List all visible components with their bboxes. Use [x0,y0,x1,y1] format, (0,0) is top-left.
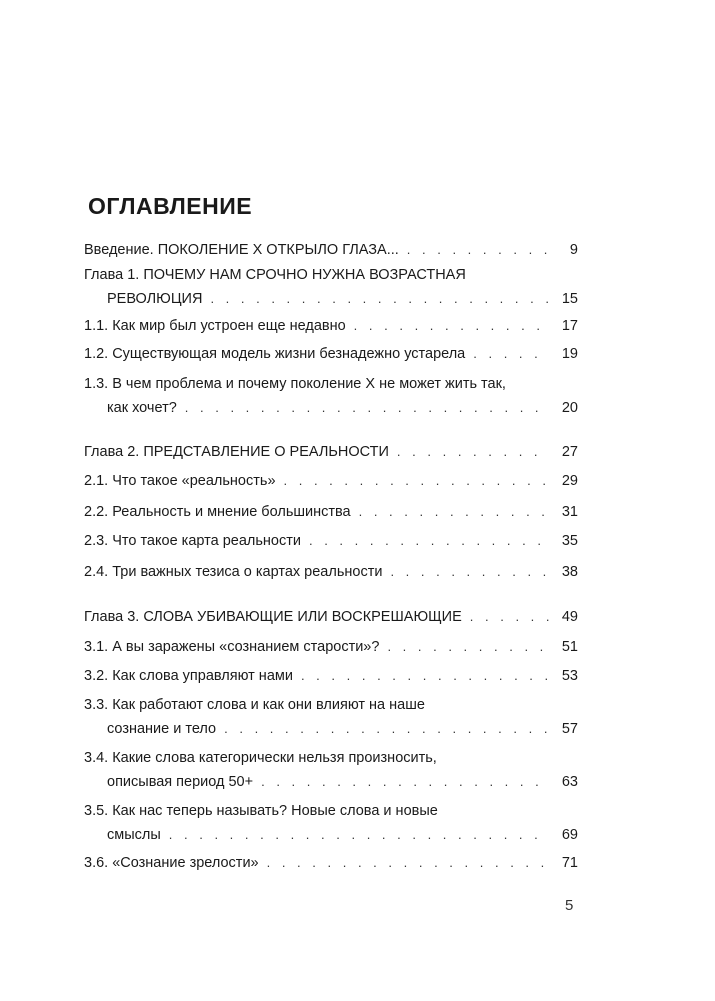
toc-entry-3-5[interactable] [84,799,578,847]
toc-entry-intro[interactable] [84,238,578,262]
toc-entry-page: 71 [561,855,578,871]
dot-leader [387,635,550,659]
dot-leader [359,500,550,524]
dot-leader [224,717,550,741]
toc-entry-page: 15 [561,291,578,307]
toc-entry-page: 38 [561,564,578,580]
dot-leader [185,396,550,420]
toc-entry-1-2[interactable] [84,342,578,366]
toc-entry-text: 3.3. Как работают слова и как они влияют на наше [84,697,425,713]
dot-leader [473,342,550,366]
toc-entry-text-continued: сознание и тело [107,721,217,737]
dot-leader [267,851,550,875]
toc-entry-page: 19 [561,346,578,362]
toc-entry-text-continued: смыслы [107,827,161,843]
toc-entry-page: 31 [561,504,578,520]
dot-leader [354,314,550,338]
toc-entry-page: 49 [561,609,578,625]
toc-entry-2-4[interactable] [84,560,578,584]
toc-entry-page: 17 [561,318,578,334]
dot-leader [397,440,550,464]
toc-entry-text-continued: как хочет? [107,400,177,416]
toc-entry-1-1[interactable] [84,314,578,338]
toc-entry-text: 2.3. Что такое карта реальности [84,533,301,549]
toc-entry-2-2[interactable] [84,500,578,524]
toc-entry-page: 29 [561,473,578,489]
toc-entry-2-3[interactable] [84,529,578,553]
toc-title: ОГЛАВЛЕНИЕ [88,193,253,219]
dot-leader [309,529,550,553]
page-number: 5 [565,897,574,914]
dot-leader [284,469,550,493]
toc-entry-text: 2.4. Три важных тезиса о картах реальности [84,564,383,580]
toc-entry-2-1[interactable] [84,469,578,493]
dot-leader [210,287,550,311]
toc-entry-text: 3.4. Какие слова категорически нельзя произносить, [84,750,437,766]
toc-entry-page: 27 [561,444,578,460]
toc-entry-text: 2.2. Реальность и мнение большинства [84,504,351,520]
toc-entry-text: Глава 3. СЛОВА УБИВАЮЩИЕ ИЛИ ВОСКРЕШАЮЩИЕ [84,609,462,625]
toc-entry-3-6[interactable] [84,851,578,875]
toc-entry-3-4[interactable] [84,746,578,794]
dot-leader [261,770,550,794]
toc-entry-text: Глава 2. ПРЕДСТАВЛЕНИЕ О РЕАЛЬНОСТИ [84,444,389,460]
toc-entry-page: 63 [561,774,578,790]
toc-entry-chapter-1[interactable] [84,263,578,311]
toc-entry-3-3[interactable] [84,693,578,741]
toc-entry-text: 1.2. Существующая модель жизни безнадежно устарела [84,346,466,362]
toc-entry-chapter-2[interactable] [84,440,578,464]
toc-entry-page: 53 [561,668,578,684]
toc-entry-text-continued: РЕВОЛЮЦИЯ [107,291,203,307]
toc-entry-text: 3.2. Как слова управляют нами [84,668,293,684]
toc-entry-text: Введение. ПОКОЛЕНИЕ X ОТКРЫЛО ГЛАЗА... [84,242,399,258]
toc-entry-text: 2.1. Что такое «реальность» [84,473,276,489]
toc-entry-3-1[interactable] [84,635,578,659]
toc-entry-text: 1.3. В чем проблема и почему поколение X не может жить так, [84,376,506,392]
toc-entry-page: 69 [561,827,578,843]
toc-entry-chapter-3[interactable] [84,605,578,629]
toc-entry-text-continued: описывая период 50+ [107,774,254,790]
toc-entry-text: 3.1. А вы заражены «сознанием старости»? [84,639,380,655]
toc-entry-page: 9 [569,242,578,258]
toc-entry-text: 3.6. «Сознание зрелости» [84,855,259,871]
toc-entry-text: Глава 1. ПОЧЕМУ НАМ СРОЧНО НУЖНА ВОЗРАСТНАЯ [84,267,466,283]
dot-leader [390,560,550,584]
dot-leader [470,605,550,629]
toc-entry-1-3[interactable] [84,372,578,420]
toc-entry-page: 57 [561,721,578,737]
toc-entry-page: 20 [561,400,578,416]
toc-entry-3-2[interactable] [84,664,578,688]
dot-leader [407,238,550,262]
toc-entry-page: 35 [561,533,578,549]
toc-entry-page: 51 [561,639,578,655]
toc-entry-text: 3.5. Как нас теперь называть? Новые слова и новые [84,803,438,819]
toc-entry-text: 1.1. Как мир был устроен еще недавно [84,318,346,334]
dot-leader [301,664,550,688]
dot-leader [169,823,550,847]
